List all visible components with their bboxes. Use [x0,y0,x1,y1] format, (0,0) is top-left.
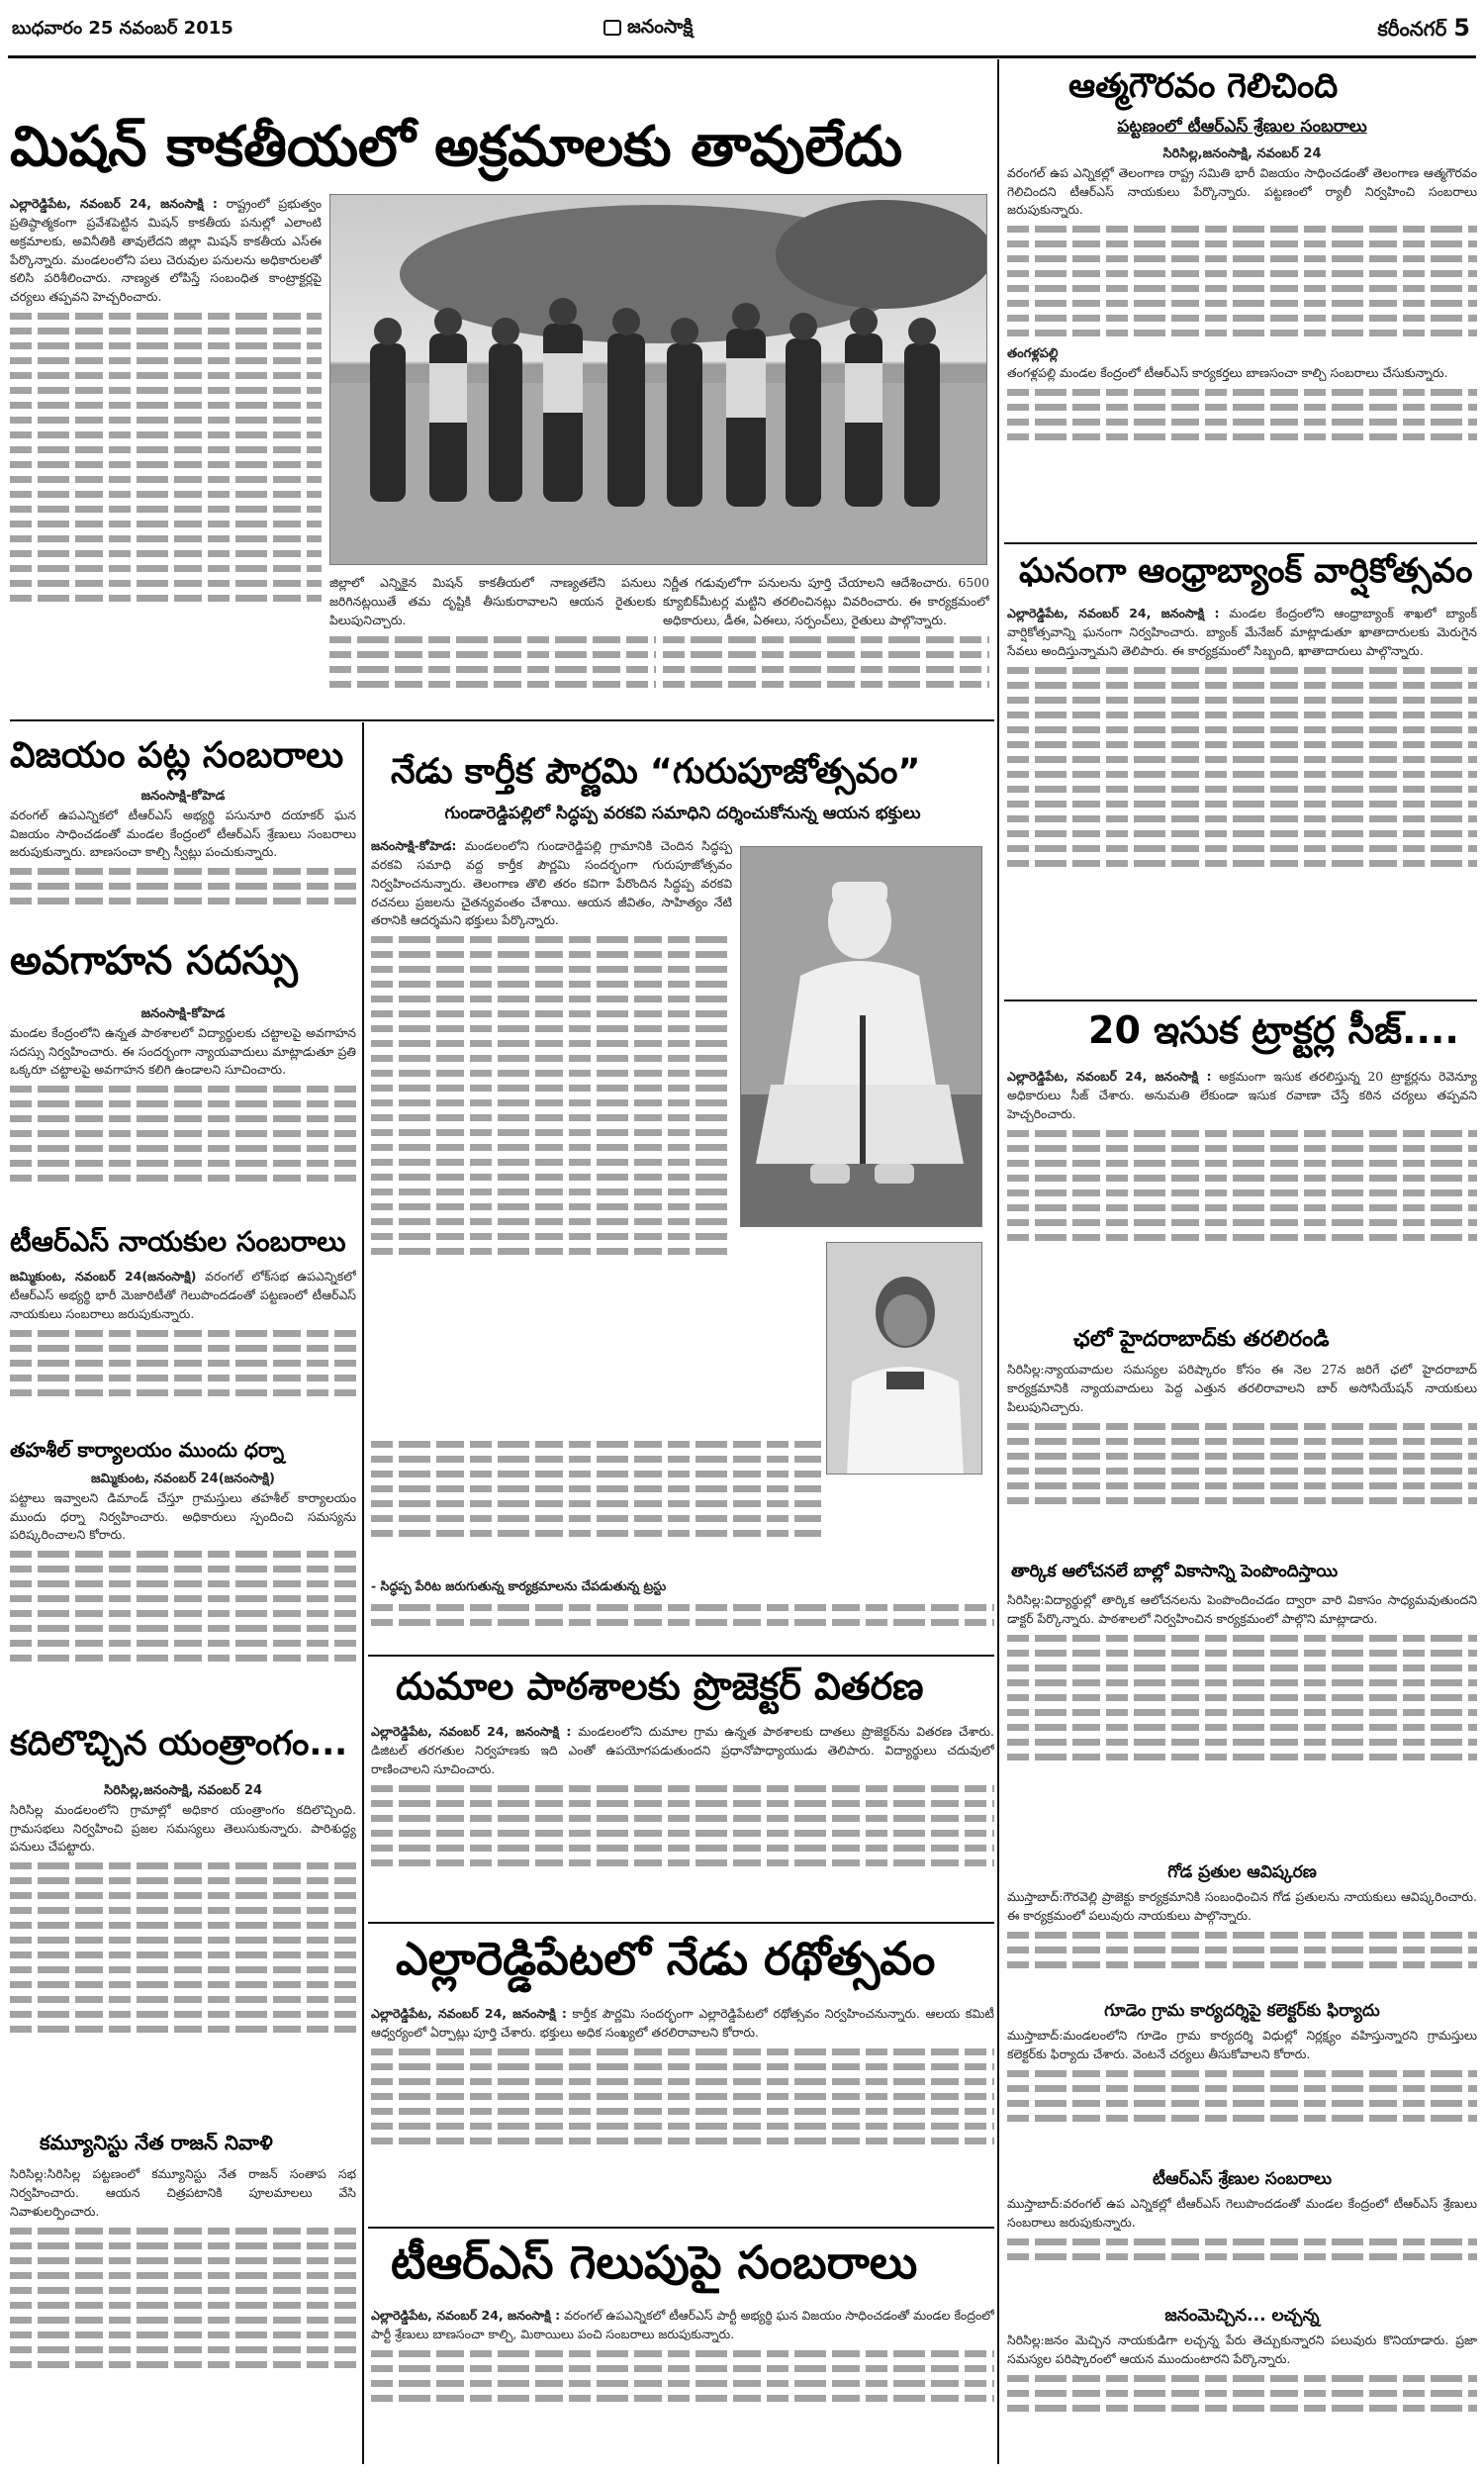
mid-a2-byline: ఎల్లారెడ్డిపేట, నవంబర్ 24, జనంసాక్షి : [371,1724,572,1739]
mid-a1-headline: నేడు కార్తీక పౌర్ణమి “గురుపూజోత్సవం” [391,752,921,792]
col1-s3-body [10,1267,356,1435]
mid-rule-2 [368,1922,994,1924]
col1-s3-text: వరంగల్ లోక్‌సభ ఉపఎన్నికలో టీఆర్ఎస్ అభ్యర్థి భారీ మెజారిటీతో గెలుపొందడంతో పట్టణంలో టీఆర్ఎస్ నాయకులు సంబరాలు జరుపుకున్నారు. [10,1269,356,1321]
mid-a2-text: మండలంలోని దుమాల గ్రామ ఉన్నత పాఠశాలకు దాతలు ప్రొజెక్టర్‌ను వితరణ చేశారు. డిజిటల్ తరగతుల నిర్వహణకు ఇది ఎంతో ఉపయోగపడుతుందని ప్రధానోపాధ్యాయుడు తెలిపారు. విద్యార్థులు చదువులో రాణించాలని సూచించారు. [371,1724,994,1776]
right-rule-1 [1004,542,1477,544]
lead-photo-body [663,574,989,713]
right-r6-text: ముస్తాబాద్:గౌరవెల్లి ప్రాజెక్టు కార్యక్రమానికి సంబంధించిన గోడ ప్రతులను నాయకులు ఆవిష్కరించారు. ఈ కార్యక్రమంలో పలువురు నాయకులు పాల్గొన్నారు. [1007,1889,1477,1923]
right-r9-text: సిరిసిల్ల:జనం మెచ్చిన నాయకుడిగా లచ్చన్న పేరు తెచ్చుకున్నారని పలువురు కొనియాడారు. ప్రజా సమస్యల పరిష్కారంలో ఆయన ముందుంటారని పేర్కొన్నారు. [1007,2332,1477,2366]
right-r1-headline: ఆత్మగౌరవం గెలిచింది [1068,66,1339,106]
right-r9-headline: జనంమెచ్చిన... లచ్చన్న [1164,2306,1320,2326]
right-r9-body [1007,2331,1477,2460]
page-number: 5 [1453,14,1470,42]
mid-a3-text: కార్తీక పౌర్ణమి సందర్భంగా ఎల్లారెడ్డిపేటలో రథోత్సవం నిర్వహించనున్నారు. ఆలయ కమిటీ ఆధ్వర్యంలో ఏర్పాట్లు పూర్తి చేశారు. భక్తులు అధిక సంఖ్యలో తరలిరావాలని కోరారు. [371,2006,994,2040]
mid-a4-text: వరంగల్ ఉపఎన్నికలో టీఆర్ఎస్ పార్టీ అభ్యర్థి ఘన విజయం సాధించడంతో మండల కేంద్రంలో పార్టీ శ్రేణులు బాణసంచా కాల్చి, మిఠాయిలు పంచి సంబరాలు జరుపుకున్నారు. [371,2308,994,2341]
right-r6-body [1007,1888,1477,1997]
statue-photo [740,846,982,1227]
right-r1-body [1007,144,1477,535]
right-r1-text: వరంగల్ ఉప ఎన్నికల్లో తెలంగాణ రాష్ట్ర సమితి భారీ విజయం సాధించడంతో తెలంగాణ ఆత్మగౌరవం గెలిచిందని టీఆర్ఎస్ నాయకులు పేర్కొన్నారు. పట్టణంలో ర్యాలీ నిర్వహించి సంబరాలు జరుపుకున్నారు. [1007,164,1477,218]
right-r7-headline: గూడెం గ్రామ కార్యదర్శిపై కలెక్టర్‌కు ఫిర్యాదు [1104,2001,1380,2021]
col1-s6-body [10,2165,356,2462]
lead-photo-caption [329,574,656,713]
right-r7-text: ముస్తాబాద్:మండలంలోని గూడెం గ్రామ కార్యదర్శి విధుల్లో నిర్లక్ష్యం వహిస్తున్నారని గ్రామస్తులు కలెక్టర్‌కు ఫిర్యాదు చేశారు. వెంటనే చర్యలు తీసుకోవాలని కోరారు. [1007,2028,1477,2061]
top-rule [8,55,1476,58]
col1-s6-text: సిరిసిల్ల:సిరిసిల్ల పట్టణంలో కమ్యూనిస్టు నేత రాజన్ సంతాప సభ నిర్వహించారు. ఆయన చిత్రపటానికి పూలమాలలు వేసి నివాళులర్పించారు. [10,2166,356,2219]
right-r2-body [1007,604,1477,995]
mid-a1-body [371,836,732,1430]
mid-a4-byline: ఎల్లారెడ్డిపేట, నవంబర్ 24, జనంసాక్షి : [371,2308,561,2323]
col1-s3-headline: టీఆర్ఎస్ నాయకుల సంబరాలు [10,1225,346,1258]
page-label [1377,14,1470,46]
right-r6-headline: గోడ ప్రతుల ఆవిష్కరణ [1167,1862,1317,1882]
mid-a1-body-cont [371,1435,821,1573]
right-r1-text-2: తంగళ్లపల్లి మండల కేంద్రంలో టీఆర్ఎస్ కార్యకర్తలు బాణసంచా కాల్చి సంబరాలు చేసుకున్నారు. [1007,365,1448,381]
col1-s4-body [10,1470,356,1722]
lead-byline: ఎల్లారెడ్డిపేట, నవంబర్ 24, జనంసాక్షి : [10,196,218,211]
mid-a1-subheadline: గుండారెడ్డిపల్లిలో సిద్ధప్ప వరకవి సమాధిని దర్శించుకోనున్న ఆయన భక్తులు [444,804,921,823]
lead-body [10,194,322,714]
right-r4-body [1007,1361,1477,1559]
page-section: కరీంనగర్ [1377,17,1447,41]
right-r1-subheadline: పట్టణంలో టీఆర్ఎస్ శ్రేణుల సంబరాలు [1117,117,1367,137]
right-r5-body [1007,1591,1477,1858]
lead-rule [10,719,994,721]
right-r4-text: సిరిసిల్ల:న్యాయవాదుల సమస్యల పరిష్కారం కోసం ఈ నెల 27న జరిగే ఛలో హైదరాబాద్ కార్యక్రమానికి న్యాయవాదులు పెద్ద ఎత్తున తరలిరావాలని బార్ అసోసియేషన్ నాయకులు పిలుపునిచ్చారు. [1007,1362,1477,1414]
paper-logo-icon [603,20,621,36]
mid-a1-text: మండలంలోని గుండారెడ్డిపల్లి గ్రామానికి చెందిన సిద్ధప్ప వరకవి సమాధి వద్ద కార్తీక పౌర్ణమి సందర్భంగా గురుపూజోత్సవం నిర్వహించనున్నారు. తెలంగాణ తొలి తరం కవిగా పేరొందిన సిద్ధప్ప వరకవి రచనలు ప్రజలను చైతన్యవంతం చేశాయి. ఆయన జీవితం, సాహిత్యం నేటి తరానికి ఆదర్శమని భక్తులు పేర్కొన్నారు. [371,838,732,928]
lead-headline: మిషన్ కాకతీయలో అక్రమాలకు తావులేదు [10,115,903,179]
col1-s4-text: పట్టాలు ఇవ్వాలని డిమాండ్ చేస్తూ గ్రామస్తులు తహశీల్ కార్యాలయం ముందు ధర్నా నిర్వహించారు. అధికారులు స్పందించి సమస్యను పరిష్కరించాలని కోరారు. [10,1489,356,1543]
group-photo-illustration [330,195,987,565]
column-divider [362,722,364,2464]
right-r3-byline: ఎల్లారెడ్డిపేట, నవంబర్ 24, జనంసాక్షి : [1007,1069,1212,1084]
lead-caption-text: జిల్లాలో ఎన్నికైన మిషన్ కాకతీయలో నాణ్యతలేని పనులు జరిగినట్లయితే తమ దృష్టికి తీసుకురావాలని ఆయన రైతులకు పిలుపునిచ్చారు. [329,575,656,627]
col1-s2-text: మండల కేంద్రంలోని ఉన్నత పాఠశాలలో విద్యార్థులకు చట్టాలపై అవగాహన సదస్సు నిర్వహించారు. ఈ సందర్భంగా న్యాయవాదులు మాట్లాడుతూ ప్రతి ఒక్కరూ చట్టాలపై అవగాహన కలిగి ఉండాలని సూచించారు. [10,1024,356,1078]
right-r8-text: ముస్తాబాద్:వరంగల్ ఉప ఎన్నికల్లో టీఆర్ఎస్ గెలుపొందడంతో మండల కేంద్రంలో టీఆర్ఎస్ శ్రేణులు సంబరాలు జరుపుకున్నారు. [1007,2196,1477,2230]
col1-s5-byline: సిరిసిల్ల,జనంసాక్షి, నవంబర్ 24 [103,1783,263,1798]
paper-name-text: జనంసాక్షి [627,16,694,38]
right-r3-headline: 20 ఇసుక ట్రాక్టర్ల సీజ్.... [1088,1008,1459,1052]
col1-s4-byline: జమ్మికుంట, నవంబర్ 24(జనంసాక్షి) [90,1472,275,1486]
mid-a1-byline: జనంసాక్షి-కోహెడ: [371,838,457,853]
mid-a1-caption-body [371,1598,994,1648]
right-r3-text: అక్రమంగా ఇసుక తరలిస్తున్న 20 ట్రాక్టర్లను రెవెన్యూ అధికారులు సీజ్ చేశారు. అనుమతి లేకుండా ఇసుక రవాణా చేస్తే కఠిన చర్యలు తప్పవని హెచ్చరించారు. [1007,1069,1477,1121]
statue-illustration [741,847,982,1227]
col1-s5-body [10,1781,356,2123]
lead-photo-body-text: నిర్ణీత గడువులోగా పనులను పూర్తి చేయాలని ఆదేశించారు. 6500 క్యూబిక్‌మీటర్ల మట్టిని తరలించినట్లు వివరించారు. ఈ కార్యక్రమంలో అధికారులు, డీఈ, ఏఈలు, సర్పంచ్‌లు, రైతులు పాల్గొన్నారు. [663,575,989,627]
paper-name [603,16,693,43]
mid-a2-body [371,1722,994,1920]
mid-a4-body [371,2306,994,2462]
col1-s4-headline: తహశీల్ కార్యాలయం ముందు ధర్నా [10,1438,285,1462]
mid-a2-headline: దుమాల పాఠశాలకు ప్రొజెక్టర్ వితరణ [396,1665,924,1708]
mid-a4-headline: టీఆర్ఎస్ గెలుపుపై సంబరాలు [391,2236,918,2289]
mid-rule-3 [368,2227,994,2229]
portrait-photo [826,1242,982,1475]
right-r2-text: మండల కేంద్రంలోని ఆంధ్రాబ్యాంక్ శాఖలో బ్యాంక్ వార్షికోత్సవాన్ని ఘనంగా నిర్వహించారు. బ్యాంక్ మేనేజర్ మాట్లాడుతూ ఖాతాదారులకు మెరుగైన సేవలు అందిస్తున్నామని తెలిపారు. ఈ కార్యక్రమంలో సిబ్బంది, ఖాతాదారులు పాల్గొన్నారు. [1007,606,1477,658]
right-rule-2 [1004,999,1477,1001]
col1-s1-byline: జనంసాక్షి-కోహెడ [140,789,226,804]
col1-s5-headline: కదిలొచ్చిన యంత్రాంగం... [10,1724,348,1763]
issue-date: బుధవారం 25 నవంబర్ 2015 [12,18,233,39]
mid-a3-headline: ఎల్లారెడ్డిపేటలో నేడు రథోత్సవం [396,1932,936,1985]
right-r5-text: సిరిసిల్ల:విద్యార్థుల్లో తార్కిక ఆలోచనలను పెంపొందించడం ద్వారా వారి వికాసం సాధ్యమవుతుందని డాక్టర్ పేర్కొన్నారు. పాఠశాలలో నిర్వహించిన కార్యక్రమంలో పాల్గొని మాట్లాడారు. [1007,1592,1477,1626]
mid-a3-body [371,2004,994,2222]
right-r1-byline: సిరిసిల్ల,జనంసాక్షి, నవంబర్ 24 [1162,146,1322,161]
right-r2-headline: ఘనంగా ఆంధ్రాబ్యాంక్ వార్షికోత్సవం [1019,551,1473,591]
right-r8-headline: టీఆర్ఎస్ శ్రేణుల సంబరాలు [1152,2169,1333,2189]
col1-s2-byline: జనంసాక్షి-కోహెడ [140,1006,226,1021]
lead-text: రాష్ట్రంలో ప్రభుత్వం ప్రతిష్ఠాత్మకంగా ప్రవేశపెట్టిన మిషన్ కాకతీయ పనుల్లో ఎలాంటి అక్రమాలకు, అవినీతికి తావులేదని జిల్లా మిషన్ కాకతీయ ఎస్ఈ పేర్కొన్నారు. మండలంలోని పలు చెరువుల పనులను అధికారులతో కలిసి పరిశీలించారు. నాణ్యత లోపిస్తే సంబంధిత కాంట్రాక్టర్లపై చర్యలు తప్పవని హెచ్చరించారు. [10,196,322,305]
col1-s5-text: సిరిసిల్ల మండలంలోని గ్రామాల్లో అధికార యంత్రాంగం కదిలొచ్చింది. గ్రామసభలు నిర్వహించి ప్రజల సమస్యలు తెలుసుకున్నారు. పారిశుద్ధ్య పనులు చేపట్టారు. [10,1801,356,1855]
col1-s2-body [10,1004,356,1222]
col1-s1-headline: విజయం పట్ల సంబరాలు [10,735,344,776]
right-r3-body [1007,1067,1477,1324]
col1-s3-byline: జమ్మికుంట, నవంబర్ 24(జనంసాక్షి) [10,1269,197,1284]
mid-rule-1 [368,1655,994,1657]
col1-s1-body [10,787,356,925]
right-r4-headline: ఛలో హైదరాబాద్‌కు తరలిరండి [1073,1327,1330,1352]
column-divider [997,59,999,2464]
mid-a1-caption: - సిద్ధప్ప పేరిట జరుగుతున్న కార్యక్రమాలను చేపడుతున్న ట్రస్టు [371,1578,667,1593]
portrait-illustration [827,1243,982,1475]
mid-a3-byline: ఎల్లారెడ్డిపేట, నవంబర్ 24, జనంసాక్షి : [371,2006,567,2021]
right-r7-body [1007,2027,1477,2165]
right-r1-place: తంగళ్లపల్లి [1007,346,1059,362]
right-r8-body [1007,2195,1477,2299]
right-r5-headline: తార్కిక ఆలోచనలే బాల్లో వికాసాన్ని పెంపొందిస్తాయి [1011,1562,1339,1581]
lead-photo [329,194,987,565]
right-r2-byline: ఎల్లారెడ్డిపేట, నవంబర్ 24, జనంసాక్షి : [1007,606,1220,620]
col1-s6-headline: కమ్యూనిస్టు నేత రాజన్ నివాళి [40,2131,273,2154]
col1-s2-headline: అవగాహన సదస్సు [10,938,298,984]
masthead [0,0,1484,59]
col1-s1-text: వరంగల్ ఉపఎన్నికలో టీఆర్ఎస్ అభ్యర్థి పసునూరి దయాకర్ ఘన విజయం సాధించడంతో మండల కేంద్రంలో టీఆర్ఎస్ శ్రేణులు సంబరాలు జరుపుకున్నారు. బాణసంచా కాల్చి స్వీట్లు పంచుకున్నారు. [10,807,356,860]
